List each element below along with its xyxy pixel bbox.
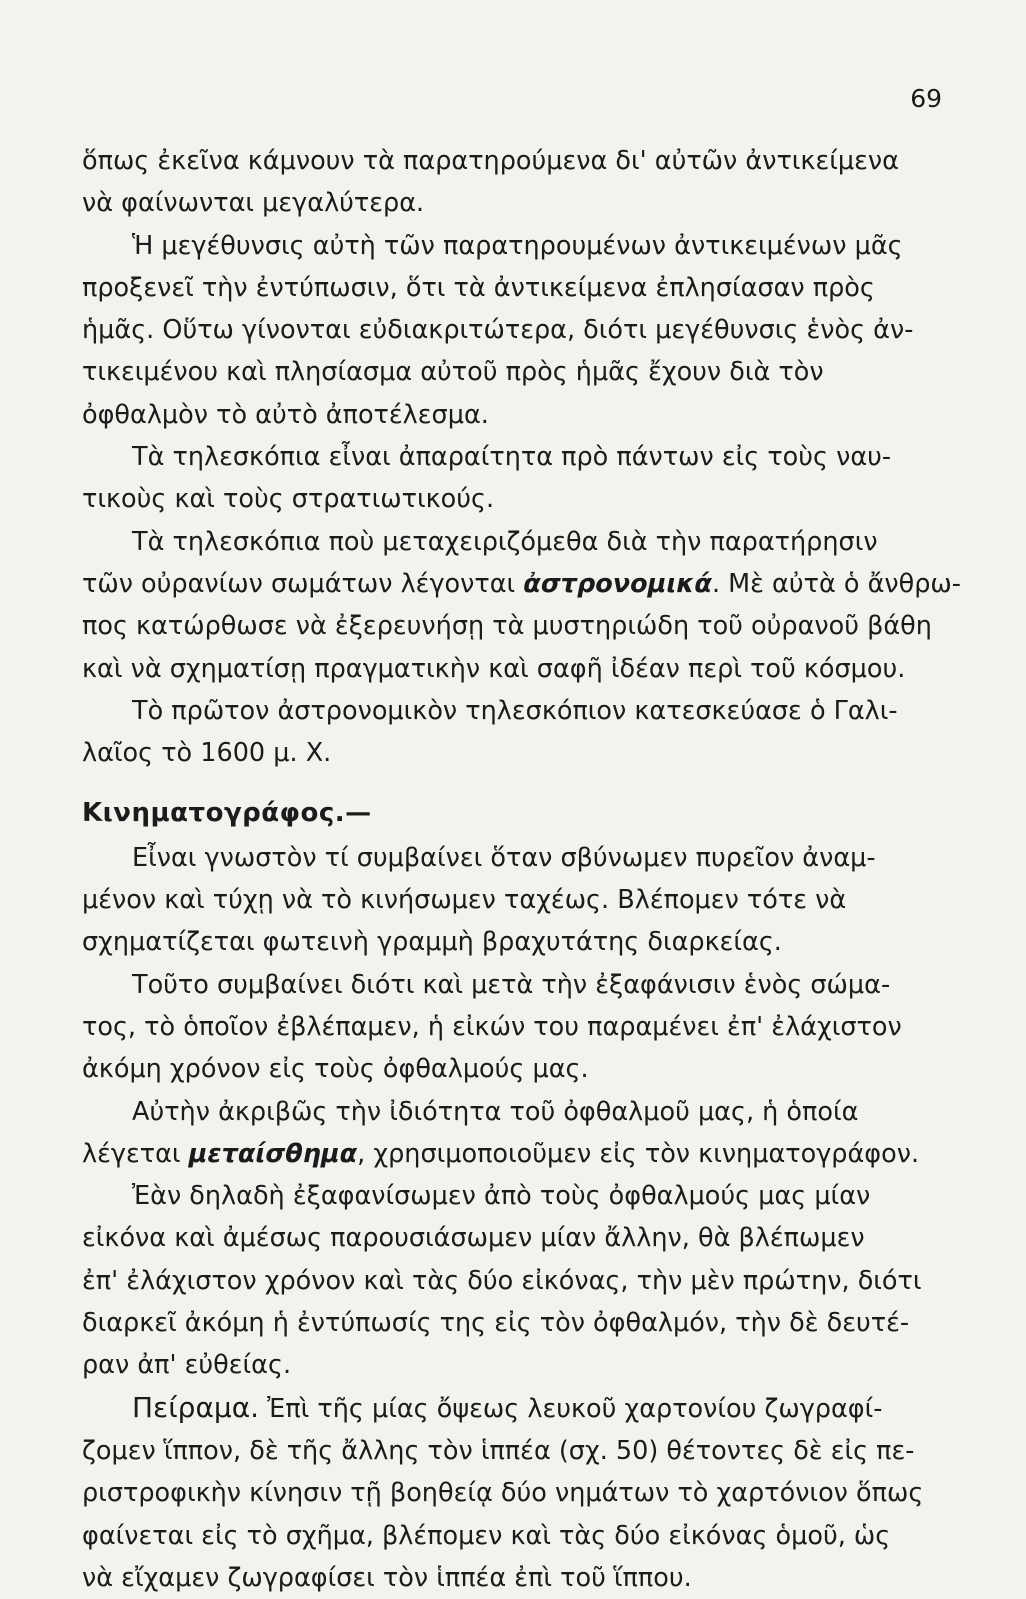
text-line: [82, 1387, 932, 1430]
text-line: [82, 394, 932, 436]
text-line: [82, 521, 932, 563]
line-text: Ἐπὶ τῆς μίας ὄψεως λευκοῦ χαρτονίου ζωγραφί-: [259, 1393, 883, 1424]
line-text: νὰ εἴχαμεν ζωγραφίσει τὸν ἱππέα ἐπὶ τοῦ ἵππου.: [82, 1562, 692, 1593]
text-line: [82, 1472, 932, 1514]
body-text: [82, 140, 961, 1599]
line-text: διαρκεῖ ἀκόμη ἡ ἐντύπωσίς της εἰς τὸν ὀφθαλμόν, τὴν δὲ δευτέ-: [82, 1308, 910, 1339]
text-line: [82, 182, 932, 224]
text-line: [82, 690, 932, 732]
text-line: [82, 1260, 932, 1302]
line-text: ἀκόμη χρόνον εἰς τοὺς ὀφθαλμούς μας.: [82, 1054, 589, 1085]
line-text: ὀφθαλμὸν τὸ αὐτὸ ἀποτέλεσμα.: [82, 399, 489, 430]
line-text: Εἶναι γνωστὸν τί συμβαίνει ὅταν σβύνωμεν πυρεῖον ἀναμ-: [132, 842, 876, 873]
line-text: ἡμᾶς. Οὕτω γίνονται εὐδιακριτώτερα, διότι μεγέθυνσις ἑνὸς ἀν-: [82, 315, 914, 346]
line-text: τικειμένου καὶ πλησίασμα αὐτοῦ πρὸς ἡμᾶς ἔχουν διὰ τὸν: [82, 357, 824, 388]
line-text-continued: . Μὲ αὐτὰ ὁ ἄνθρω-: [711, 568, 961, 599]
line-text: τῶν οὐρανίων σωμάτων λέγονται: [82, 568, 524, 599]
line-text: σχηματίζεται φωτεινὴ γραμμὴ βραχυτάτης διαρκείας.: [82, 927, 782, 958]
line-text-continued: , χρησιμοποιοῦμεν εἰς τὸν κινηματογράφον.: [357, 1138, 920, 1169]
line-text: ὅπως ἐκεῖνα κάμνουν τὰ παρατηρούμενα δι' αὐτῶν ἀντικείμενα: [82, 146, 899, 176]
section-heading: Κινηματογράφος.—: [82, 798, 372, 829]
text-line: [82, 1175, 932, 1217]
text-line: [82, 837, 932, 879]
text-line: [82, 1557, 932, 1599]
page-number: 69: [910, 84, 942, 113]
text-line: [82, 351, 932, 393]
line-text: Τὰ τηλεσκόπια εἶναι ἀπαραίτητα πρὸ πάντων εἰς τοὺς ναυ-: [132, 442, 892, 473]
line-text: ἐπ' ἐλάχιστον χρόνον καὶ τὰς δύο εἰκόνας, τὴν μὲν πρώτην, διότι: [82, 1265, 922, 1296]
line-text: ραν ἀπ' εὐθείας.: [82, 1350, 292, 1381]
line-text: Αὐτὴν ἀκριβῶς τὴν ἰδιότητα τοῦ ὀφθαλμοῦ μας, ἡ ὁποία: [132, 1096, 859, 1127]
text-line: [82, 563, 961, 605]
text-line: [82, 1344, 932, 1386]
text-line: [82, 648, 932, 690]
text-line: [82, 921, 932, 963]
text-line: [82, 964, 932, 1006]
line-text: τος, τὸ ὁποῖον ἐβλέπαμεν, ἡ εἰκών του παραμένει ἐπ' ἐλάχιστον: [82, 1011, 902, 1042]
emphasized-term: μεταίσθημα: [188, 1138, 358, 1169]
line-text: Τὰ τηλεσκόπια ποὺ μεταχειριζόμεθα διὰ τὴν παρατήρησιν: [132, 526, 878, 557]
line-text: καὶ νὰ σχηματίσῃ πραγματικὴν καὶ σαφῆ ἰδέαν περὶ τοῦ κόσμου.: [82, 653, 906, 684]
text-line: [82, 1217, 932, 1259]
line-text: φαίνεται εἰς τὸ σχῆμα, βλέπομεν καὶ τὰς δύο εἰκόνας ὁμοῦ, ὡς: [82, 1520, 891, 1551]
text-line: [82, 478, 932, 520]
text-line: [82, 436, 932, 478]
line-text: προξενεῖ τὴν ἐντύπωσιν, ὅτι τὰ ἀντικείμενα ἐπλησίασαν πρὸς: [82, 272, 875, 303]
line-text: νὰ φαίνωνται μεγαλύτερα.: [82, 188, 425, 219]
text-line: [82, 605, 932, 647]
line-text: μένον καὶ τύχῃ νὰ τὸ κινήσωμεν ταχέως. Βλέπομεν τότε νὰ: [82, 885, 847, 916]
text-line: [82, 732, 932, 774]
text-line: [82, 1048, 932, 1090]
text-line: [82, 1302, 932, 1344]
line-text: λέγεται: [82, 1138, 189, 1169]
text-line: [82, 140, 932, 182]
line-text: Ἐὰν δηλαδὴ ἐξαφανίσωμεν ἀπὸ τοὺς ὀφθαλμούς μας μίαν: [132, 1181, 871, 1212]
line-text: ριστροφικὴν κίνησιν τῇ βοηθείᾳ δύο νημάτων τὸ χαρτόνιον ὅπως: [82, 1478, 924, 1509]
line-text: εἰκόνα καὶ ἀμέσως παρουσιάσωμεν μίαν ἄλλην, θὰ βλέπωμεν: [82, 1223, 865, 1254]
text-line: [82, 1430, 932, 1472]
text-line: [82, 1515, 932, 1557]
experiment-label: Πείραμα.: [132, 1390, 260, 1424]
emphasized-term: ἀστρονομικά: [523, 568, 712, 599]
line-text: ζομεν ἵππον, δὲ τῆς ἄλλης τὸν ἱππέα (σχ. 50) θέτοντες δὲ εἰς πε-: [82, 1435, 915, 1466]
text-line: [82, 1091, 932, 1133]
line-text: Τὸ πρῶτον ἀστρονομικὸν τηλεσκόπιον κατεσκεύασε ὁ Γαλι-: [132, 695, 898, 726]
line-text: Ἡ μεγέθυνσις αὐτὴ τῶν παρατηρουμένων ἀντικειμένων μᾶς: [132, 230, 903, 261]
line-text: λαῖος τὸ 1600 μ. Χ.: [82, 738, 332, 769]
text-line: [82, 1006, 932, 1048]
text-line: [82, 225, 932, 267]
line-text: τικοὺς καὶ τοὺς στρατιωτικούς.: [82, 484, 495, 515]
line-text: πος κατώρθωσε νὰ ἐξερευνήσῃ τὰ μυστηριώδη τοῦ οὐρανοῦ βάθη: [82, 611, 932, 642]
text-line: [82, 309, 932, 351]
line-text: Τοῦτο συμβαίνει διότι καὶ μετὰ τὴν ἐξαφάνισιν ἑνὸς σώμα-: [132, 969, 891, 1000]
text-line: [82, 1133, 932, 1175]
text-line: [82, 267, 932, 309]
text-line: [82, 879, 932, 921]
